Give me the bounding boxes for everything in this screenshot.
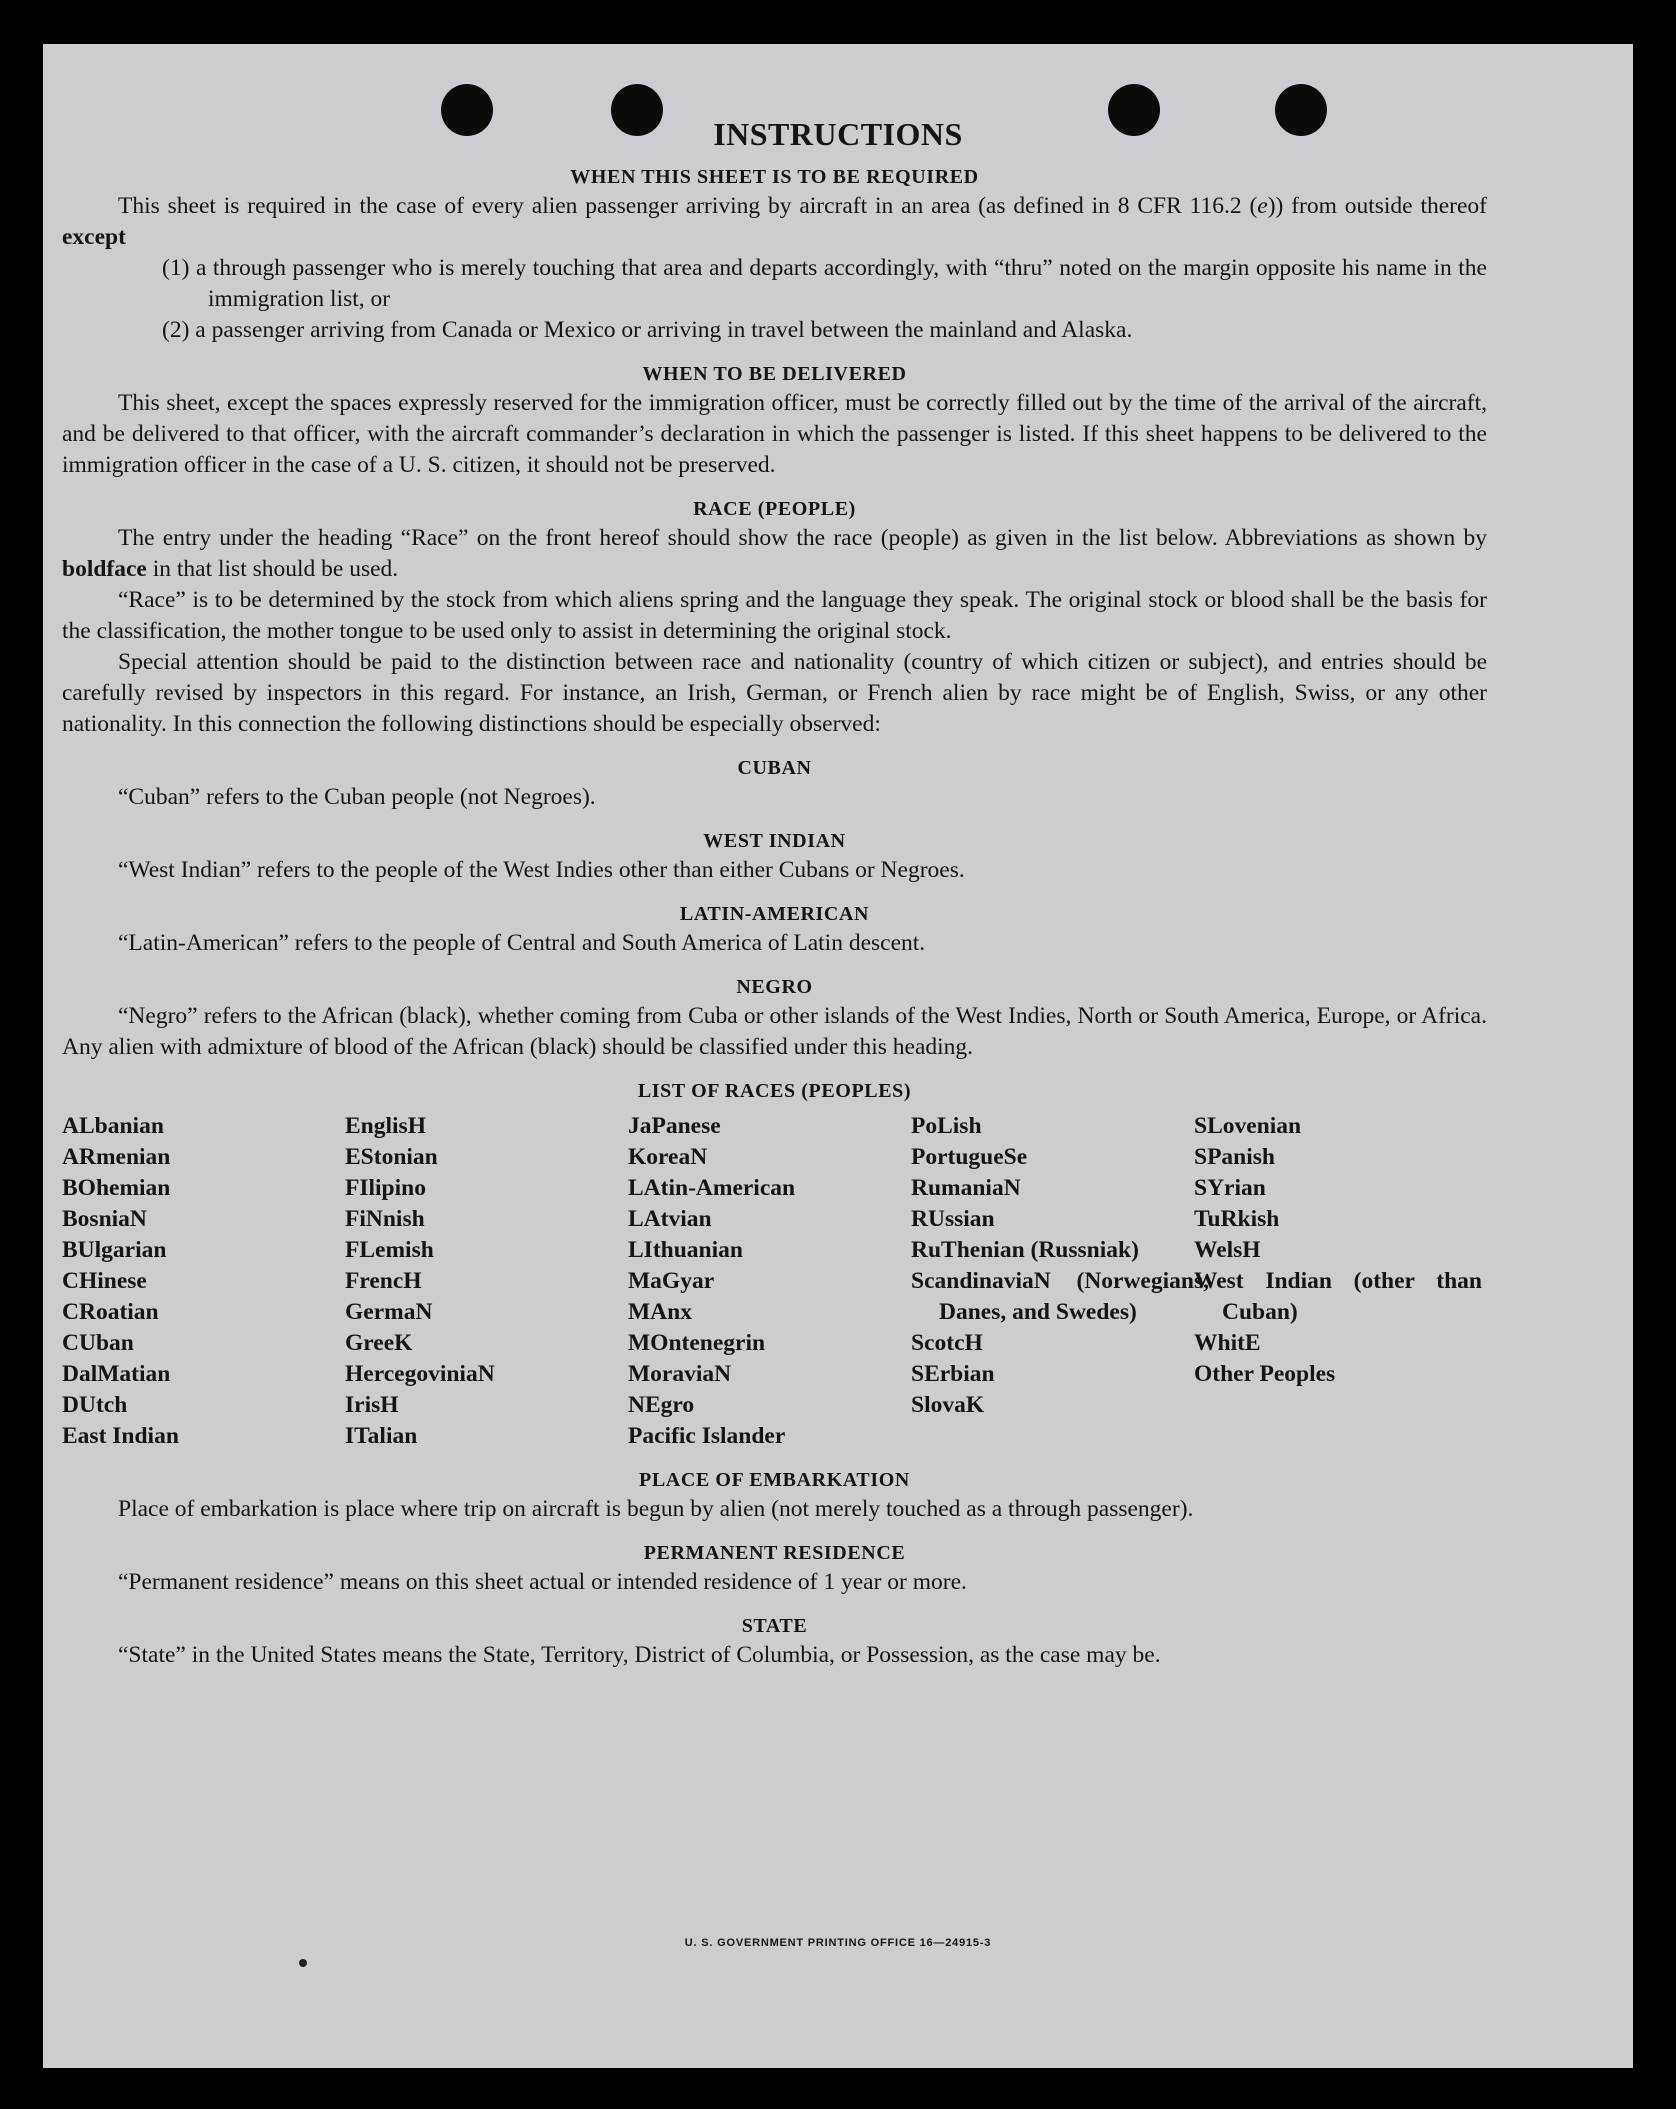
race-item: RUssian (911, 1206, 995, 1232)
heading-permanent-residence: PERMANENT RESIDENCE (643, 1542, 906, 1564)
race-item: SYrian (1194, 1175, 1266, 1201)
delivered-paragraph: This sheet, except the spaces expressly reserved for the immigration officer, must be correctly filled out by the time of the arrival of the aircraft, and be delivered to that officer, with the aircraft commander’s declaration in which the passenger is listed. If this sheet happens to be delivered to the immigration officer in the case of a U. S. citizen, it should not be preserved. (62, 390, 1487, 478)
race-item: RumaniaN (911, 1175, 1021, 1201)
race-list (62, 1111, 1487, 1452)
race-column-1 (62, 1111, 345, 1452)
heading-place-of-embarkation: PLACE OF EMBARKATION (639, 1469, 910, 1491)
race-item: ScandinaviaN (Norwegians, Danes, and Swedes) (911, 1268, 1209, 1325)
race-item: FLemish (345, 1237, 434, 1263)
embarkation-paragraph: Place of embarkation is place where trip on aircraft is begun by alien (not merely touched as a through passenger). (118, 1496, 1194, 1522)
race-item: SPanish (1194, 1144, 1275, 1170)
heading-latin-american: LATIN-AMERICAN (679, 903, 870, 925)
race-item: DalMatian (62, 1361, 171, 1387)
race-item: IrisH (345, 1392, 399, 1418)
heading-list-of-races: LIST OF RACES (PEOPLES) (637, 1080, 912, 1102)
race-item: ALbanian (62, 1113, 164, 1139)
west-indian-paragraph: “West Indian” refers to the people of the West Indies other than either Cubans or Negroes. (118, 857, 965, 883)
race-item: SLovenian (1194, 1113, 1302, 1139)
race-item: LIthuanian (628, 1237, 743, 1263)
race-item: KoreaN (628, 1144, 708, 1170)
race-item: EnglisH (345, 1113, 426, 1139)
race-item: GermaN (345, 1299, 433, 1325)
race-item: BUlgarian (62, 1237, 167, 1263)
race-item: BOhemian (62, 1175, 171, 1201)
race-item: ScotcH (911, 1330, 983, 1356)
race-paragraph-3: Special attention should be paid to the distinction between race and nationality (country of which citizen or subject), and entries should be carefully revised by inspectors in this regard. For instance, an Irish, German, or French alien by race might be of English, Swiss, or any other nationality. In this connection the following distinctions should be especially observed: (62, 649, 1487, 737)
race-item: MaGyar (628, 1268, 715, 1294)
race-item: SlovaK (911, 1392, 985, 1418)
race-item: MOntenegrin (628, 1330, 766, 1356)
race-item: FiNnish (345, 1206, 425, 1232)
race-item: JaPanese (628, 1113, 721, 1139)
race-column-5 (1194, 1111, 1482, 1452)
race-column-4 (911, 1111, 1209, 1452)
race-item: SErbian (911, 1361, 995, 1387)
latin-american-paragraph: “Latin-American” refers to the people of Central and South America of Latin descent. (118, 930, 926, 956)
instructions-body (62, 163, 1487, 1671)
race-paragraph-1: The entry under the heading “Race” on the front hereof should show the race (people) as given in the list below. Abbreviations as shown by boldface in that list should be used. (62, 525, 1487, 582)
exception-item-1: (1) a through passenger who is merely touching that area and departs accordingly, with “thru” noted on the margin opposite his name in the immigration list, or (162, 255, 1487, 312)
race-item: EStonian (345, 1144, 438, 1170)
race-item: RuThenian (Russniak) (911, 1237, 1139, 1263)
required-paragraph: This sheet is required in the case of every alien passenger arriving by aircraft in an area (as defined in 8 CFR 116.2 (e)) from outside thereof except (62, 193, 1487, 250)
race-paragraph-2: “Race” is to be determined by the stock from which aliens spring and the language they speak. The original stock or blood shall be the basis for the classification, the mother tongue to be used only to assist in determining the original stock. (62, 587, 1487, 644)
race-item: PoLish (911, 1113, 982, 1139)
race-item: WelsH (1194, 1237, 1261, 1263)
negro-paragraph: “Negro” refers to the African (black), whether coming from Cuba or other islands of the West Indies, North or South America, Europe, or Africa. Any alien with admixture of blood of the African (black) should be classified under this heading. (62, 1003, 1487, 1060)
race-item: Pacific Islander (628, 1423, 786, 1449)
race-item: MAnx (628, 1299, 692, 1325)
race-item: HercegoviniaN (345, 1361, 495, 1387)
heading-state: STATE (741, 1615, 808, 1637)
race-item: FIlipino (345, 1175, 426, 1201)
exception-item-2: (2) a passenger arriving from Canada or Mexico or arriving in travel between the mainland and Alaska. (162, 317, 1133, 343)
heading-cuban: CUBAN (737, 757, 812, 779)
race-item: ARmenian (62, 1144, 171, 1170)
page-title: INSTRUCTIONS (713, 116, 963, 152)
race-item: BosniaN (62, 1206, 147, 1232)
heading-race: RACE (PEOPLE) (693, 498, 856, 520)
cuban-paragraph: “Cuban” refers to the Cuban people (not Negroes). (118, 784, 596, 810)
heading-west-indian: WEST INDIAN (703, 830, 846, 852)
race-item: PortugueSe (911, 1144, 1028, 1170)
heading-when-delivered: WHEN TO BE DELIVERED (642, 363, 907, 385)
race-item: West Indian (other than Cuban) (1194, 1268, 1482, 1325)
race-item: LAtin-American (628, 1175, 796, 1201)
race-item: FrencH (345, 1268, 422, 1294)
race-column-2 (345, 1111, 628, 1452)
heading-negro: NEGRO (736, 976, 813, 998)
race-item: GreeK (345, 1330, 413, 1356)
race-item: NEgro (628, 1392, 695, 1418)
race-item: CUban (62, 1330, 134, 1356)
document-sheet (43, 44, 1633, 2068)
race-item: LAtvian (628, 1206, 712, 1232)
race-item: ITalian (345, 1423, 418, 1449)
printer-imprint: U. S. GOVERNMENT PRINTING OFFICE 16—24915-3 (684, 1937, 992, 1949)
race-column-3 (628, 1111, 911, 1452)
race-item: TuRkish (1194, 1206, 1280, 1232)
state-paragraph: “State” in the United States means the State, Territory, District of Columbia, or Possession, as the case may be. (118, 1642, 1161, 1668)
heading-when-required: WHEN THIS SHEET IS TO BE REQUIRED (570, 166, 979, 188)
race-item: MoraviaN (628, 1361, 732, 1387)
race-item: Other Peoples (1194, 1361, 1336, 1387)
race-item: CRoatian (62, 1299, 159, 1325)
race-item: East Indian (62, 1423, 179, 1449)
residence-paragraph: “Permanent residence” means on this sheet actual or intended residence of 1 year or more. (118, 1569, 967, 1595)
race-item: WhitE (1194, 1330, 1261, 1356)
race-item: DUtch (62, 1392, 128, 1418)
race-item: CHinese (62, 1268, 147, 1294)
speck (299, 1959, 307, 1967)
